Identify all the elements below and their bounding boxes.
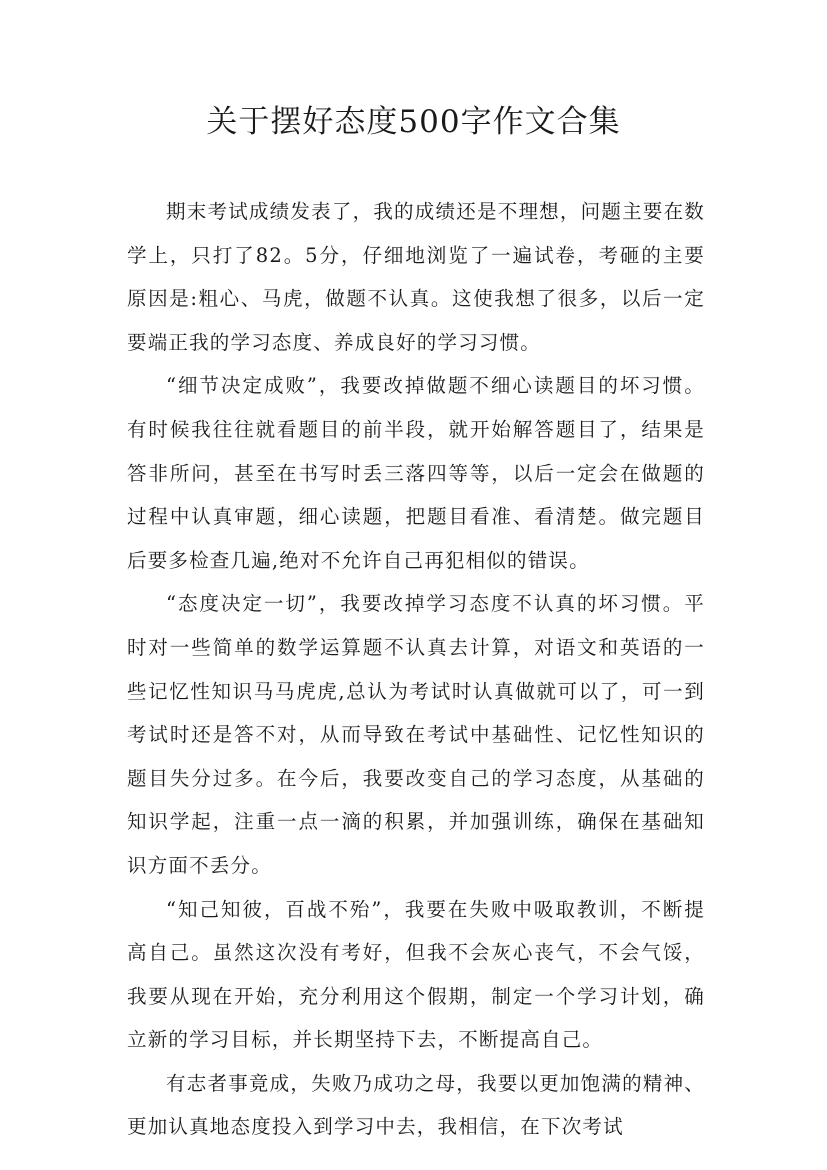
- document-title: 关于摆好态度500字作文合集: [206, 104, 621, 140]
- paragraph-5: 有志者事竟成，失败乃成功之母，我要以更加饱满的精神、更加认真地态度投入到学习中去，我相信，在下次考试: [127, 1071, 705, 1139]
- paragraph-3: “态度决定一切”，我要改掉学习态度不认真的坏习惯。平时对一些简单的数学运算题不认真去计算，对语文和英语的一些记忆性知识马马虎虎,总认为考试时认真做就可以了，可一到考试时还是答不对，从而导致在考试中基础性、记忆性知识的题目失分过多。在今后，我要改变自己的学习态度，从基础的知识学起，注重一点一滴的积累，并加强训练，确保在基础知识方面不丢分。: [127, 592, 705, 877]
- paragraph-2: “细节决定成败”，我要改掉做题不细心读题目的坏习惯。有时候我往往就看题目的前半段，就开始解答题目了，结果是答非所问，甚至在书写时丢三落四等等，以后一定会在做题的过程中认真审题，细心读题，把题目看准、看清楚。做完题目后要多检查几遍,绝对不允许自己再犯相似的错误。: [127, 374, 705, 572]
- paragraph-4: “知己知彼，百战不殆”，我要在失败中吸取教训，不断提高自己。虽然这次没有考好，但我不会灰心丧气，不会气馁，我要从现在开始，充分利用这个假期，制定一个学习计划，确立新的学习目标，并长期坚持下去，不断提高自己。: [127, 897, 705, 1052]
- paragraph-1: 期末考试成绩发表了，我的成绩还是不理想，问题主要在数学上，只打了82。5分，仔细地浏览了一遍试卷，考砸的主要原因是:粗心、马虎，做题不认真。这使我想了很多，以后一定要端正我的学习态度、养成良好的学习习惯。: [127, 200, 705, 354]
- document-body: [127, 190, 705, 1149]
